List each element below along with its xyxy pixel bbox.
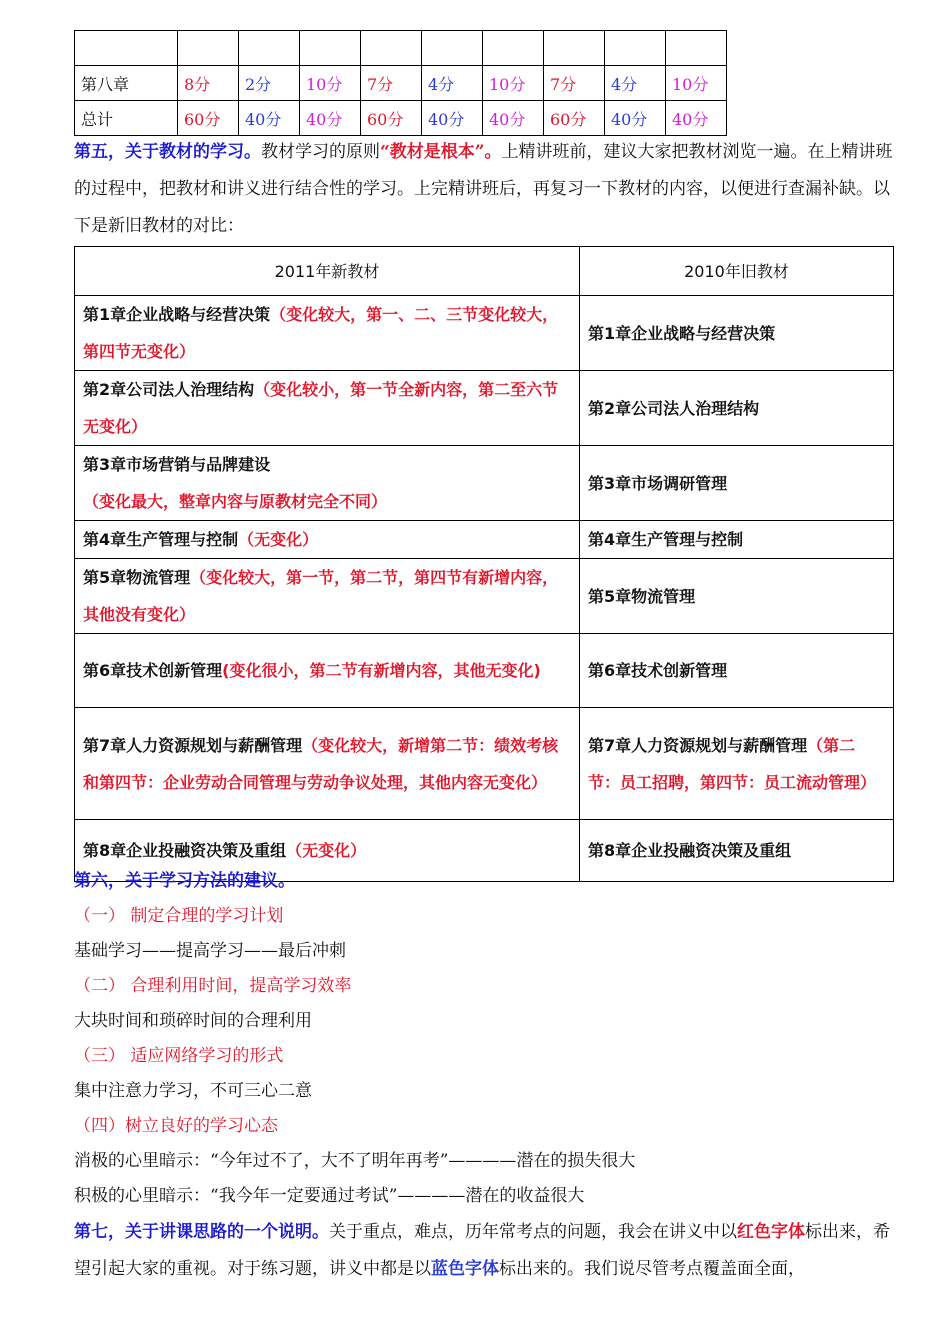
table-row — [75, 101, 727, 136]
chapter-title: 第2章公司法人治理结构 — [83, 380, 255, 399]
change-note: （变化较大，第一节，第二节，第四节有新增内容，其他没有变化） — [83, 568, 559, 624]
score-cell — [605, 31, 666, 66]
section5-heading: 第五，关于教材的学习。 — [74, 142, 261, 162]
new-chapter-cell — [75, 296, 580, 371]
score-table — [74, 30, 727, 136]
change-note: (变化很小，第二节有新增内容，其他无变化) — [222, 661, 541, 680]
chapter-title: 第4章生产管理与控制 — [83, 530, 239, 549]
section5-text1: 教材学习的原则 — [261, 142, 380, 162]
section5-quote: “教材是根本”。 — [380, 142, 502, 162]
change-note: （变化最大，整章内容与原教材完全不同） — [83, 492, 388, 511]
section6-heading: 第六，关于学习方法的建议。 — [74, 871, 295, 891]
score-cell: 40分 — [422, 101, 483, 136]
old-chapter-cell — [580, 446, 894, 521]
score-cell: 7分 — [361, 66, 422, 101]
old-chapter-cell — [580, 708, 894, 820]
section7-heading: 第七，关于讲课思路的一个说明。 — [74, 1222, 329, 1242]
chapter-title: 第7章人力资源规划与薪酬管理 — [588, 735, 808, 755]
chapter-title: 第5章物流管理 — [588, 586, 696, 606]
table-row — [75, 521, 894, 559]
blue-font-label: 蓝色字体 — [431, 1259, 499, 1279]
section7-text1: 关于重点，难点，历年常考点的问题，我会在讲义中以 — [329, 1222, 737, 1242]
score-cell — [361, 31, 422, 66]
new-chapter-cell — [75, 559, 580, 634]
table-row — [75, 708, 894, 820]
new-chapter-cell — [75, 521, 580, 559]
score-cell: 40分 — [666, 101, 727, 136]
score-cell: 40分 — [605, 101, 666, 136]
section6-item-title: （四）树立良好的学习心态 — [74, 1116, 278, 1136]
section7-text3: 标出来的。我们说尽管考点覆盖面全面， — [499, 1259, 805, 1279]
old-chapter-cell — [580, 296, 894, 371]
score-cell: 2分 — [239, 66, 300, 101]
score-cell — [178, 31, 239, 66]
score-cell — [544, 31, 605, 66]
change-note: （无变化） — [286, 841, 367, 860]
chapter-title: 第1章企业战略与经营决策 — [588, 323, 776, 343]
row-label: 总计 — [75, 101, 178, 136]
chapter-title: 第6章技术创新管理 — [83, 661, 223, 680]
section6-item-body: 大块时间和琐碎时间的合理利用 — [74, 1011, 312, 1031]
score-cell: 10分 — [666, 66, 727, 101]
section5-text2: 上精讲班前，建议大家把教材浏览一遍。在上精讲班的过程中，把教材和讲义进行结合性的学习。上完精讲班后，再复习一下教材的内容，以便进行查漏补缺。以下是新旧教材的对比： — [74, 142, 893, 236]
new-chapter-cell — [75, 708, 580, 820]
old-chapter-cell — [580, 820, 894, 882]
score-cell: 40分 — [300, 101, 361, 136]
score-cell: 40分 — [483, 101, 544, 136]
section7-paragraph — [74, 1214, 894, 1288]
score-cell — [300, 31, 361, 66]
textbook-comparison-table — [74, 246, 894, 882]
score-cell: 40分 — [239, 101, 300, 136]
section6-extra-line: 积极的心里暗示：“我今年一定要通过考试”————潜在的收益很大 — [74, 1186, 585, 1206]
chapter-title: 第8章企业投融资决策及重组 — [588, 841, 792, 860]
old-chapter-cell — [580, 559, 894, 634]
score-cell: 4分 — [422, 66, 483, 101]
section7-text2: 标出来，希望引起大家的重视。对于练习题，讲义中都是以 — [74, 1222, 890, 1279]
score-cell — [666, 31, 727, 66]
score-cell: 10分 — [483, 66, 544, 101]
score-cell: 60分 — [361, 101, 422, 136]
header-old-textbook: 2010年旧教材 — [580, 247, 894, 296]
chapter-title: 第3章市场营销与品牌建设 — [83, 455, 271, 474]
score-cell: 60分 — [178, 101, 239, 136]
chapter-title: 第8章企业投融资决策及重组 — [83, 841, 287, 860]
section6-item-title: （一） 制定合理的学习计划 — [74, 906, 284, 926]
score-cell: 4分 — [605, 66, 666, 101]
table-row — [75, 371, 894, 446]
section6-item-body: 基础学习——提高学习——最后冲刺 — [74, 941, 346, 961]
score-cell: 10分 — [300, 66, 361, 101]
chapter-title: 第2章公司法人治理结构 — [588, 398, 760, 418]
chapter-title: 第3章市场调研管理 — [588, 473, 728, 493]
change-note: （变化较大，新增第二节：绩效考核和第四节：企业劳动合同管理与劳动争议处理，其他内容无变化） — [83, 735, 559, 792]
chapter-title: 第5章物流管理 — [83, 568, 191, 587]
new-chapter-cell — [75, 446, 580, 521]
row-label: 第八章 — [75, 66, 178, 101]
chapter-title: 第4章生产管理与控制 — [588, 530, 744, 549]
row-label — [75, 31, 178, 66]
header-new-textbook: 2011年新教材 — [75, 247, 580, 296]
table-row — [75, 66, 727, 101]
chapter-title: 第1章企业战略与经营决策 — [83, 305, 271, 324]
table-row — [75, 31, 727, 66]
table-header-row — [75, 247, 894, 296]
old-chapter-cell — [580, 371, 894, 446]
red-font-label: 红色字体 — [737, 1222, 805, 1242]
table-row — [75, 559, 894, 634]
new-chapter-cell — [75, 371, 580, 446]
score-cell: 60分 — [544, 101, 605, 136]
section6-item-body: 消极的心里暗示：“今年过不了，大不了明年再考”————潜在的损失很大 — [74, 1151, 636, 1171]
chapter-title: 第7章人力资源规划与薪酬管理 — [83, 735, 303, 755]
table-row — [75, 634, 894, 708]
change-note: （变化较小，第一节全新内容，第二至六节无变化） — [83, 380, 559, 436]
old-chapter-cell — [580, 521, 894, 559]
change-note: （无变化） — [238, 530, 319, 549]
change-note: （变化较大，第一、二、三节变化较大，第四节无变化） — [83, 305, 559, 361]
score-cell — [422, 31, 483, 66]
section6-item-body: 集中注意力学习，不可三心二意 — [74, 1081, 312, 1101]
new-chapter-cell — [75, 634, 580, 708]
old-chapter-cell — [580, 634, 894, 708]
change-note: （第二节：员工招聘，第四节：员工流动管理） — [588, 735, 877, 792]
section6-item-title: （三） 适应网络学习的形式 — [74, 1046, 284, 1066]
score-cell: 7分 — [544, 66, 605, 101]
section5-paragraph — [74, 134, 894, 245]
table-row — [75, 446, 894, 521]
section6-item-title: （二） 合理利用时间，提高学习效率 — [74, 976, 352, 996]
score-cell — [239, 31, 300, 66]
score-cell: 8分 — [178, 66, 239, 101]
score-cell — [483, 31, 544, 66]
table-row — [75, 296, 894, 371]
chapter-title: 第6章技术创新管理 — [588, 661, 728, 680]
